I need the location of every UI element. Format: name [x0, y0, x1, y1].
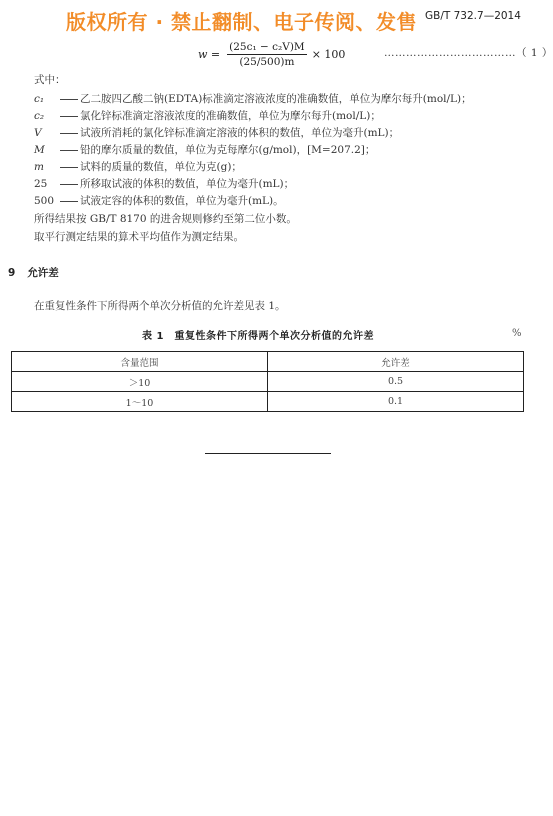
definition-symbol: c₂: [34, 110, 45, 122]
definition-text: 试料的质量的数值，单位为克(g)；: [80, 161, 242, 173]
definition-text: 乙二胺四乙酸二钠(EDTA)标准滴定溶液浓度的准确数值，单位为摩尔每升(mol/L)；: [80, 93, 472, 105]
definition-symbol: 500: [34, 195, 55, 207]
definition-text: 氯化锌标准滴定溶液浓度的准确数值，单位为摩尔每升(mol/L)；: [80, 110, 381, 122]
table-header: 允许差: [268, 352, 524, 372]
definition-row: [34, 91, 472, 106]
dash-divider: [60, 150, 78, 151]
table-row: [12, 392, 524, 412]
definition-symbol: c₁: [34, 93, 45, 105]
definition-row: [34, 142, 375, 157]
equation-number: ………………………………（ 1 ）: [384, 47, 553, 59]
definition-row: [34, 193, 284, 208]
average-note: 取平行测定结果的算术平均值作为测定结果。: [34, 231, 244, 243]
table-header: 含量范围: [12, 352, 268, 372]
table-row: [12, 372, 524, 392]
copyright-watermark: 版权所有 · 禁止翻制、电子传阅、发售: [66, 10, 418, 34]
definition-text: 试液所消耗的氯化锌标准滴定溶液的体积的数值，单位为毫升(mL)；: [80, 127, 400, 139]
tolerance-table: [11, 351, 524, 412]
dash-divider: [60, 116, 78, 117]
formula: [198, 40, 345, 69]
definition-symbol: 25: [34, 178, 48, 190]
table-header-row: [12, 352, 524, 372]
formula-rhs: × 100: [311, 48, 346, 61]
section-text: 在重复性条件下所得两个单次分析值的允许差见表 1。: [34, 300, 286, 312]
definition-text: 所移取试液的体积的数值，单位为毫升(mL)；: [80, 178, 295, 190]
table-cell: 0.5: [268, 372, 524, 392]
definition-text: 试液定容的体积的数值，单位为毫升(mL)。: [80, 195, 284, 207]
formula-denominator: (25/500)m: [239, 56, 295, 68]
formula-lhs: w =: [198, 48, 221, 61]
dash-divider: [60, 133, 78, 134]
definition-row: [34, 125, 399, 140]
table-title: 表 1 重复性条件下所得两个单次分析值的允许差: [142, 331, 374, 342]
table-cell: ＞10: [12, 372, 268, 392]
table-unit: %: [512, 328, 522, 339]
standard-number: GB/T 732.7—2014: [425, 10, 521, 22]
definition-symbol: m: [34, 161, 44, 173]
where-label: 式中：: [34, 74, 66, 86]
end-rule: [205, 453, 331, 454]
definition-symbol: V: [34, 127, 42, 139]
definition-text: 铅的摩尔质量的数值，单位为克每摩尔(g/mol)，[M=207.2]；: [80, 144, 376, 156]
dash-divider: [60, 99, 78, 100]
dash-divider: [60, 184, 78, 185]
dash-divider: [60, 167, 78, 168]
formula-fraction: [227, 40, 307, 69]
dash-divider: [60, 201, 78, 202]
definition-row: [34, 159, 242, 174]
section-heading: [8, 265, 59, 280]
rounding-note: 所得结果按 GB/T 8170 的进舍规则修约至第二位小数。: [34, 213, 297, 225]
definition-row: [34, 108, 381, 123]
definition-row: [34, 176, 294, 191]
section-number: 9: [8, 267, 16, 279]
formula-numerator: (25c₁ − c₂V)M: [229, 41, 305, 53]
definition-symbol: M: [34, 144, 45, 156]
table-cell: 1～10: [12, 392, 268, 412]
section-title: 允许差: [27, 267, 59, 279]
table-cell: 0.1: [268, 392, 524, 412]
